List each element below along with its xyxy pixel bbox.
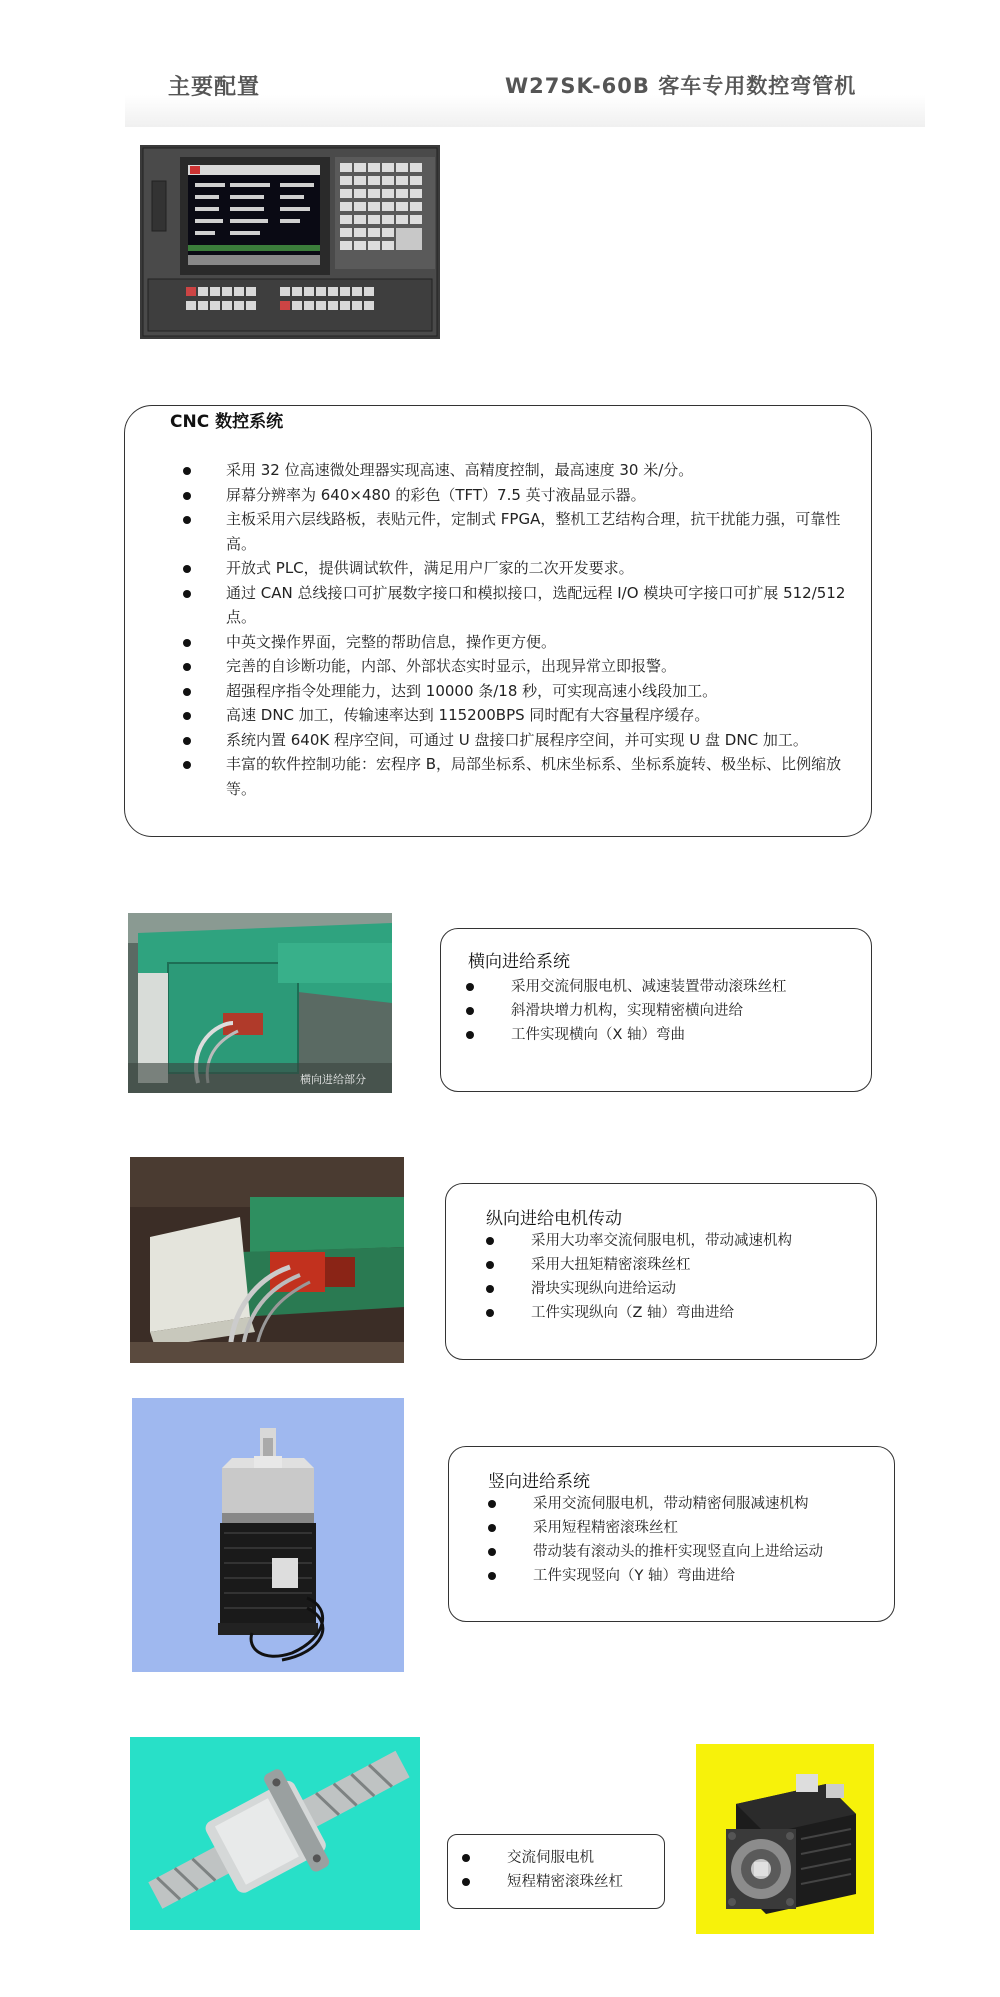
bullet-icon xyxy=(488,1572,496,1580)
cnc-controller-photo xyxy=(140,145,440,339)
bullet-icon xyxy=(466,983,474,991)
list-item: 屏幕分辨率为 640×480 的彩色（TFT）7.5 英寸液晶显示器。 xyxy=(164,483,854,508)
bullet-icon xyxy=(183,565,191,573)
list-item: 中英文操作界面，完整的帮助信息，操作更方便。 xyxy=(164,630,854,655)
bullet-icon xyxy=(486,1285,494,1293)
bullet-icon xyxy=(183,761,191,769)
bullet-icon xyxy=(183,590,191,598)
vertical-feed-title: 竖向进给系统 xyxy=(488,1472,590,1492)
list-item: 系统内置 640K 程序空间，可通过 U 盘接口扩展程序空间，并可实现 U 盘 DNC 加工。 xyxy=(164,728,854,753)
transverse-feed-photo xyxy=(128,913,392,1093)
list-item: 交流伺服电机 xyxy=(462,1846,662,1870)
transverse-feed-list xyxy=(466,975,866,1047)
longitudinal-feed-photo xyxy=(130,1157,404,1363)
list-item: 超强程序指令处理能力，达到 10000 条/18 秒，可实现高速小线段加工。 xyxy=(164,679,854,704)
list-item: 短程精密滚珠丝杠 xyxy=(462,1870,662,1894)
list-item: 开放式 PLC，提供调试软件，满足用户厂家的二次开发要求。 xyxy=(164,556,854,581)
photo-caption: 横向进给部分 xyxy=(300,1073,366,1086)
bullet-icon xyxy=(488,1548,496,1556)
cnc-system-title: CNC 数控系统 xyxy=(170,412,284,432)
bullet-icon xyxy=(488,1500,496,1508)
vertical-feed-photo xyxy=(132,1398,404,1672)
list-item: 高速 DNC 加工，传输速率达到 115200BPS 同时配有大容量程序缓存。 xyxy=(164,703,854,728)
list-item: 采用大扭矩精密滚珠丝杠 xyxy=(486,1253,866,1277)
list-item: 工件实现纵向（Z 轴）弯曲进给 xyxy=(486,1301,866,1325)
components-list xyxy=(462,1846,662,1894)
longitudinal-feed-list xyxy=(486,1229,866,1325)
list-item: 完善的自诊断功能，内部、外部状态实时显示，出现异常立即报警。 xyxy=(164,654,854,679)
list-item: 滑块实现纵向进给运动 xyxy=(486,1277,866,1301)
header-left-title: 主要配置 xyxy=(168,75,261,100)
list-item: 工件实现竖向（Y 轴）弯曲进给 xyxy=(488,1564,888,1588)
list-item: 带动装有滚动头的推杆实现竖直向上进给运动 xyxy=(488,1540,888,1564)
bullet-icon xyxy=(183,688,191,696)
bullet-icon xyxy=(486,1309,494,1317)
bullet-icon xyxy=(486,1237,494,1245)
bullet-icon xyxy=(183,467,191,475)
list-item: 采用 32 位高速微处理器实现高速、高精度控制，最高速度 30 米/分。 xyxy=(164,458,854,483)
bullet-icon xyxy=(183,663,191,671)
list-item: 主板采用六层线路板，表贴元件，定制式 FPGA，整机工艺结构合理，抗干扰能力强，可靠性高。 xyxy=(164,507,854,556)
bullet-icon xyxy=(183,516,191,524)
list-item: 采用大功率交流伺服电机，带动减速机构 xyxy=(486,1229,866,1253)
bullet-icon xyxy=(462,1878,470,1886)
list-item: 采用交流伺服电机，带动精密伺服减速机构 xyxy=(488,1492,888,1516)
longitudinal-feed-title: 纵向进给电机传动 xyxy=(486,1209,622,1229)
list-item: 丰富的软件控制功能：宏程序 B，局部坐标系、机床坐标系、坐标系旋转、极坐标、比例缩放等。 xyxy=(164,752,854,801)
bullet-icon xyxy=(183,492,191,500)
list-item: 采用交流伺服电机、减速装置带动滚珠丝杠 xyxy=(466,975,866,999)
bullet-icon xyxy=(486,1261,494,1269)
servo-motor-photo xyxy=(696,1744,874,1934)
bullet-icon xyxy=(183,712,191,720)
bullet-icon xyxy=(183,737,191,745)
bullet-icon xyxy=(466,1007,474,1015)
header-right-title: W27SK-60B 客车专用数控弯管机 xyxy=(505,74,857,98)
bullet-icon xyxy=(462,1854,470,1862)
vertical-feed-list xyxy=(488,1492,888,1588)
transverse-feed-title: 横向进给系统 xyxy=(468,952,570,972)
ballscrew-photo xyxy=(130,1737,420,1930)
bullet-icon xyxy=(488,1524,496,1532)
list-item: 工件实现横向（X 轴）弯曲 xyxy=(466,1023,866,1047)
bullet-icon xyxy=(466,1031,474,1039)
list-item: 采用短程精密滚珠丝杠 xyxy=(488,1516,888,1540)
cnc-feature-list xyxy=(164,458,854,801)
list-item: 通过 CAN 总线接口可扩展数字接口和模拟接口，选配远程 I/O 模块可字接口可扩展 512/512 点。 xyxy=(164,581,854,630)
bullet-icon xyxy=(183,639,191,647)
list-item: 斜滑块增力机构，实现精密横向进给 xyxy=(466,999,866,1023)
